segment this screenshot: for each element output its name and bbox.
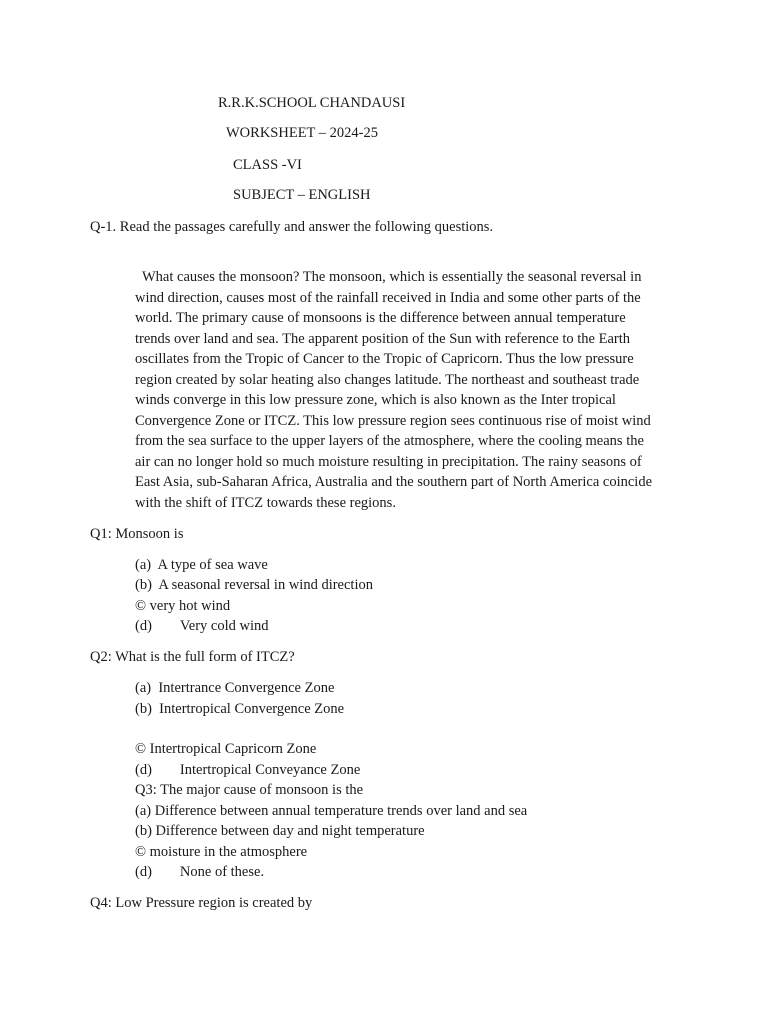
q3-option-c: © moisture in the atmosphere	[135, 844, 308, 860]
instruction-text: Q-1. Read the passages carefully and answer the following questions.	[90, 219, 494, 235]
worksheet-title: WORKSHEET – 2024-25	[226, 125, 378, 141]
passage-line: East Asia, sub-Saharan Africa, Australia and the southern part of North America coincide	[135, 474, 653, 490]
q2-option-b: (b) Intertropical Convergence Zone	[135, 701, 345, 717]
class-label: CLASS -VI	[233, 157, 302, 173]
question-4: Q4: Low Pressure region is created by	[90, 895, 313, 911]
passage-line: winds converge in this low pressure zone, which is also known as the Inter tropical	[135, 392, 616, 408]
option-letter: (d)	[135, 762, 152, 778]
q3-option-a: (a) Difference between annual temperature trends over land and sea	[135, 803, 528, 819]
q1-option-a: (a) A type of sea wave	[135, 557, 268, 573]
q2-option-d	[135, 761, 360, 779]
passage-line: region created by solar heating also changes latitude. The northeast and southeast trade	[135, 372, 640, 388]
option-text: Intertropical Conveyance Zone	[179, 762, 361, 778]
passage-line: air can no longer hold so much moisture resulting in precipitation. The rainy seasons of	[135, 454, 642, 470]
passage-line: from the sea surface to the upper layers of the atmosphere, where the cooling means the	[135, 433, 644, 449]
q2-option-c: © Intertropical Capricorn Zone	[135, 741, 317, 757]
passage-line: wind direction, causes most of the rainfall received in India and some other parts of the	[135, 290, 641, 306]
passage-line: What causes the monsoon? The monsoon, which is essentially the seasonal reversal in	[135, 269, 642, 285]
q3-option-b: (b) Difference between day and night temperature	[135, 823, 425, 839]
q1-option-d	[135, 617, 269, 635]
q3-option-d	[135, 863, 264, 881]
passage-line: world. The primary cause of monsoons is the difference between annual temperature	[135, 310, 626, 326]
question-2: Q2: What is the full form of ITCZ?	[90, 649, 295, 665]
passage-line: with the shift of ITCZ towards these regions.	[135, 495, 396, 511]
q1-option-b: (b) A seasonal reversal in wind direction	[135, 577, 373, 593]
option-letter: (d)	[135, 618, 152, 634]
q1-option-c: © very hot wind	[135, 598, 231, 614]
passage-line: Convergence Zone or ITCZ. This low pressure region sees continuous rise of moist wind	[135, 413, 651, 429]
subject-label: SUBJECT – ENGLISH	[233, 187, 371, 203]
option-text: None of these.	[179, 864, 265, 880]
passage-line: trends over land and sea. The apparent position of the Sun with reference to the Earth	[135, 331, 630, 347]
passage-line: oscillates from the Tropic of Cancer to the Tropic of Capricorn. Thus the low pressure	[135, 351, 634, 367]
school-name: R.R.K.SCHOOL CHANDAUSI	[218, 95, 406, 111]
option-text: Very cold wind	[179, 618, 269, 634]
question-3: Q3: The major cause of monsoon is the	[135, 782, 364, 798]
q2-option-a: (a) Intertrance Convergence Zone	[135, 680, 335, 696]
question-1: Q1: Monsoon is	[90, 526, 184, 542]
option-letter: (d)	[135, 864, 152, 880]
